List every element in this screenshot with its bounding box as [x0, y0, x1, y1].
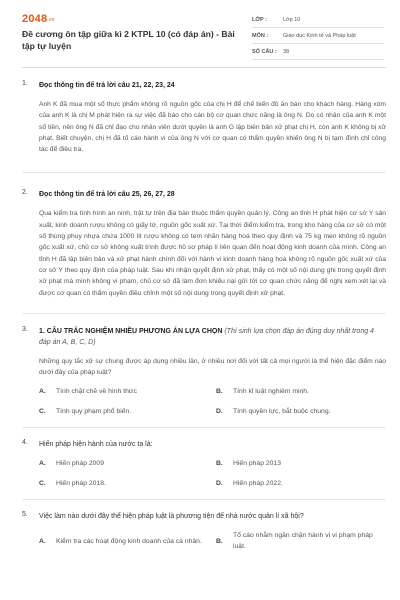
question-separator [22, 499, 386, 500]
option-text: Hiến pháp 2009 [56, 460, 104, 468]
option-d[interactable] [216, 479, 387, 490]
question-passage: Qua kiểm tra tình hình an ninh, trật tự trên địa bàn thuộc thẩm quyền quản lý, Công an tỉnh H phát hiện cơ sở Y sản xuất, kinh doanh rượu không có giấy tờ, nguồn gốc xuất xứ. Tại thời điểm kiểm tra, trong kho hàng của cơ sở có một số thùng phuy nhựa chứa 1000 lít rượu không có tem nhãn hàng hoá theo quy định và 75 kg men không rõ nguồn gốc xuất xứ, chủ cơ sở không xuất trình được hồ sơ pháp lí liên quan đến hoạt động kinh doanh của mình. Công an tỉnh H đã lập biên bản và xử phạt hành chính đối với hành vi kinh doanh hàng hoá không rõ nguồn gốc xuất xứ của cơ sở Y theo quy định của pháp luật. Sau khi nhận quyết định xử phạt, thấy có một số nội dung ghi trong quyết định xử phạt mà mình không vi phạm, chủ cơ sở đã làm đơn khiếu nại gửi tới cơ quan chức năng để nghị xem xét lại và được cơ quan có thẩm quyền điều chỉnh một số nội dung trong quyết định xử phạt. [39, 210, 386, 297]
meta-row-class [252, 12, 384, 28]
meta-row-count [252, 44, 384, 60]
question-separator [22, 313, 386, 314]
question-3 [22, 326, 386, 418]
meta-label: LỚP : [252, 16, 267, 23]
section-hint: (Thí sinh lựa chọn đáp án đúng duy nhất trong 4 đáp án A, B, C, D) [39, 327, 374, 346]
question-passage: Anh K đã mua một số thực phẩm không rõ nguồn gốc của chị H để chế biến đồ ăn bán cho khách hàng. Hàng xóm của anh K là chị M phát hiện ra sự việc đã báo cho cán bộ cơ quan chức năng là ông N. Do có nhận của anh K một số tiền, nên ông N đã chỉ đạo cho nhân viên dưới quyền là anh G lập biên bản xử phạt chị H, còn anh K không bị xử phạt. Biết chuyện, chị H đã tố cáo hành vi của ông N với cơ quan có thẩm quyền khiến ông N bị tạm đình chỉ công tác để điều tra. [39, 101, 386, 154]
option-letter: C. [39, 479, 46, 487]
meta-row-subject [252, 28, 384, 44]
option-letter: A. [39, 537, 46, 545]
question-4 [22, 439, 386, 489]
question-number: 4. [22, 439, 28, 447]
answer-options [39, 459, 386, 489]
option-a[interactable] [39, 459, 210, 470]
meta-value: 38 [283, 48, 290, 55]
question-number: 1. [22, 80, 28, 87]
question-text: Hiến pháp hiện hành của nước ta là: [39, 441, 153, 449]
option-c[interactable] [39, 479, 210, 490]
question-2 [22, 189, 386, 298]
option-text: Kiểm tra các hoạt động kinh doanh của cá nhân. [56, 537, 202, 545]
question-heading: Đọc thông tin để trả lời câu 25, 26, 27, 28 [39, 191, 175, 199]
question-1 [22, 80, 386, 155]
meta-label: MÔN : [252, 32, 269, 39]
option-letter: A. [39, 460, 46, 468]
logo-suffix: .vn [47, 17, 55, 23]
meta-label: SỐ CÂU : [252, 48, 277, 55]
question-text: Việc làm nào dưới đây thể hiện pháp luật là phương tiện để nhà nước quản lí xã hội? [39, 513, 304, 521]
question-number: 3. [22, 325, 28, 333]
answer-options [39, 531, 386, 552]
option-letter: B. [216, 388, 223, 396]
site-logo[interactable] [22, 13, 55, 25]
question-heading [39, 326, 386, 348]
header-divider [22, 67, 386, 68]
question-separator [22, 427, 386, 428]
meta-value: Lớp 10 [283, 16, 301, 23]
page-header [0, 0, 400, 66]
logo-text: 2048 [22, 13, 48, 25]
section-title: 1. CÂU TRẮC NGHIỆM NHIỀU PHƯƠNG ÁN LỰA CHỌN [39, 327, 223, 335]
question-heading: Đọc thông tin để trả lời câu 21, 22, 23, 24 [39, 82, 175, 89]
option-letter: D. [216, 407, 223, 415]
option-b[interactable] [216, 387, 387, 398]
question-text: Những quy tắc xử sự chung được áp dụng nhiều lần, ở nhiều nơi đối với tất cả mọi người là thể hiện đặc điểm nào dưới đây của pháp luật? [39, 357, 386, 377]
option-text: Tính chặt chẽ về hình thức [56, 388, 137, 396]
option-d[interactable] [216, 407, 387, 418]
answer-options [39, 387, 386, 417]
meta-info [252, 12, 384, 60]
option-letter: A. [39, 388, 46, 396]
question-number: 5. [22, 511, 28, 519]
option-a[interactable] [39, 387, 210, 398]
option-letter: B. [216, 460, 223, 468]
option-b[interactable] [216, 531, 387, 552]
meta-value: Giáo dục Kinh tế và Pháp luật [283, 32, 356, 39]
document-title: Đề cương ôn tập giữa kì 2 KTPL 10 (có đáp án) - Bài tập tự luyện [22, 29, 235, 51]
option-text: Hiến pháp 2018. [56, 479, 106, 487]
option-b[interactable] [216, 459, 387, 470]
question-separator [22, 172, 386, 173]
question-list [22, 80, 386, 552]
option-text: Tính quyền lực, bắt buộc chung. [233, 407, 331, 415]
option-text: Tổ cáo nhằm ngăn chặn hành vi vi phạm pháp luật. [233, 532, 373, 550]
option-letter: C. [39, 407, 46, 415]
option-text: Tính quy phạm phổ biến. [56, 407, 132, 415]
option-text: Tính kỉ luật nghiêm minh. [233, 388, 309, 396]
option-letter: B. [216, 537, 223, 545]
option-text: Hiến pháp 2022. [233, 479, 283, 487]
question-5 [22, 511, 386, 552]
option-a[interactable] [39, 531, 210, 552]
option-c[interactable] [39, 407, 210, 418]
question-number: 2. [22, 189, 28, 197]
option-letter: D. [216, 479, 223, 487]
option-text: Hiến pháp 2013 [233, 460, 281, 468]
